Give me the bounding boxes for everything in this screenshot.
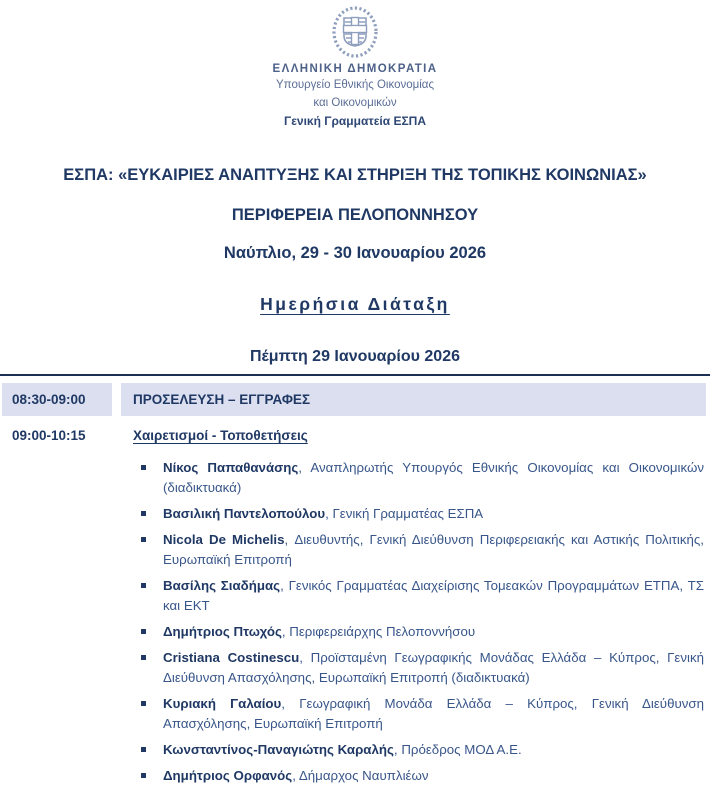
speaker-name: Cristiana Costinescu xyxy=(163,650,300,665)
speaker-role: Γεωγραφική Μονάδα Ελλάδα – Κύπρος, Γενική Διεύθυνση Απασχόλησης, Ευρωπαϊκή Επιτροπή xyxy=(163,696,704,731)
time-slot: 09:00-10:15 xyxy=(12,428,86,443)
speaker-role: Γενική Γραμματέας ΕΣΠΑ xyxy=(332,506,484,521)
separator: , xyxy=(284,532,295,547)
speaker-name: Κυριακή Γαλαίου xyxy=(163,696,282,711)
speaker-item xyxy=(140,766,704,786)
speaker-item xyxy=(140,530,704,570)
session-title: ΠΡΟΣΕΛΕΥΣΗ – ΕΓΓΡΑΦΕΣ xyxy=(121,383,706,416)
speaker-name: Nicola De Michelis xyxy=(163,532,285,547)
speaker-item xyxy=(140,458,704,498)
speaker-item xyxy=(140,694,704,734)
square-bullet-icon xyxy=(141,465,146,470)
general-secretariat-espa: Γενική Γραμματεία ΕΣΠΑ xyxy=(284,114,426,128)
schedule-row-greetings xyxy=(0,419,710,452)
square-bullet-icon xyxy=(141,629,146,634)
square-bullet-icon xyxy=(141,511,146,516)
speaker-name: Βασίλης Σιαδήμας xyxy=(163,578,281,593)
event-location-dates: Ναύπλιο, 29 - 30 Ιανουαρίου 2026 xyxy=(223,244,487,262)
speaker-name: Δημήτριος Ορφανός xyxy=(163,768,293,783)
schedule-row-registration xyxy=(0,383,710,416)
speaker-list xyxy=(140,458,704,786)
square-bullet-icon xyxy=(141,701,146,706)
separator: , xyxy=(299,650,311,665)
session-title: Χαιρετισμοί - Τοποθετήσεις xyxy=(133,428,308,443)
ministry-line-1: Υπουργείο Εθνικής Οικονομίας xyxy=(276,79,434,91)
speaker-name: Κωνσταντίνος-Παναγιώτης Καραλής xyxy=(163,742,394,757)
speaker-item xyxy=(140,504,704,524)
day-heading: Πέμπτη 29 Ιανουαρίου 2026 xyxy=(250,348,460,365)
speaker-role: Περιφερειάρχης Πελοποννήσου xyxy=(289,624,476,639)
speaker-name: Νίκος Παπαθανάσης xyxy=(163,460,299,475)
speaker-item xyxy=(140,622,704,642)
square-bullet-icon xyxy=(141,747,146,752)
ministry-line-2: και Οικονομικών xyxy=(313,97,397,109)
time-slot: 08:30-09:00 xyxy=(2,383,112,416)
section-divider xyxy=(0,374,710,376)
square-bullet-icon xyxy=(141,655,146,660)
greek-national-emblem-icon xyxy=(331,5,379,59)
speaker-role: Γενικός Γραμματέας Διαχείρισης Τομεακών Προγραμμάτων ΕΤΠΑ, ΤΣ και ΕΚΤ xyxy=(163,578,704,613)
speaker-item xyxy=(140,648,704,688)
separator: , xyxy=(292,768,299,783)
event-title: ΕΣΠΑ: «ΕΥΚΑΙΡΙΕΣ ΑΝΑΠΤΥΞΗΣ ΚΑΙ ΣΤΗΡΙΞΗ ΤΗΣ ΤΟΠΙΚΗΣ ΚΟΙΝΩΝΙΑΣ» xyxy=(63,166,647,184)
separator: , xyxy=(281,696,300,711)
separator: , xyxy=(280,578,289,593)
speaker-role: Προϊσταμένη Γεωγραφικής Μονάδας Ελλάδα – Κύπρος, Γενική Διεύθυνση Απασχόλησης, Ευρωπαϊκή Επιτροπή (διαδικτυακά) xyxy=(163,650,705,685)
agenda-heading: Ημερήσια Διάταξη xyxy=(260,294,450,314)
separator: , xyxy=(281,624,290,639)
letterhead xyxy=(0,0,710,128)
square-bullet-icon xyxy=(141,537,146,542)
separator: , xyxy=(393,742,402,757)
speaker-role: Αναπληρωτής Υπουργός Εθνικής Οικονομίας και Οικονομικών (διαδικτυακά) xyxy=(163,460,705,495)
separator: , xyxy=(298,460,311,475)
speaker-name: Δημήτριος Πτωχός xyxy=(163,624,282,639)
speaker-name: Βασιλική Παντελοπούλου xyxy=(163,506,326,521)
speaker-item xyxy=(140,576,704,616)
speaker-item xyxy=(140,740,704,760)
square-bullet-icon xyxy=(141,773,146,778)
speaker-role: Δήμαρχος Ναυπλιέων xyxy=(298,768,429,783)
speaker-role: Διευθυντής, Γενική Διεύθυνση Περιφερειακής και Αστικής Πολιτικής, Ευρωπαϊκή Επιτροπή xyxy=(163,532,704,567)
hellenic-republic-title: ΕΛΛΗΝΙΚΗ ΔΗΜΟΚΡΑΤΙΑ xyxy=(272,63,438,75)
square-bullet-icon xyxy=(141,583,146,588)
separator: , xyxy=(325,506,333,521)
event-region: ΠΕΡΙΦΕΡΕΙΑ ΠΕΛΟΠΟΝΝΗΣΟΥ xyxy=(231,206,479,224)
speaker-role: Πρόεδρος ΜΟΔ Α.Ε. xyxy=(401,742,522,757)
